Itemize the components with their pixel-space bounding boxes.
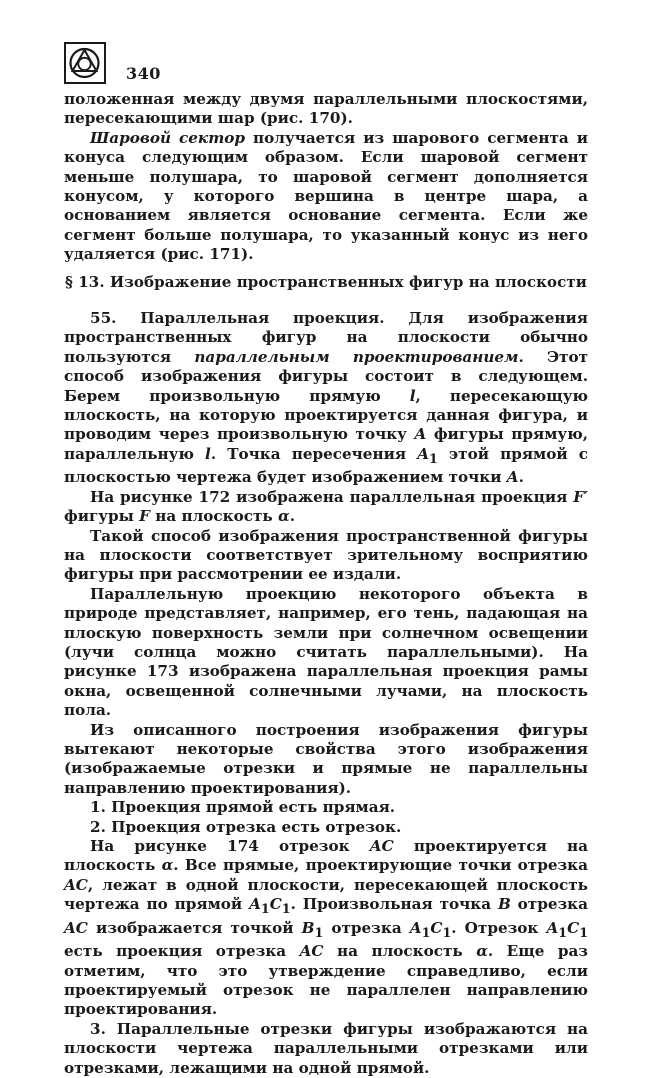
subscript: 1 — [428, 450, 438, 466]
text: . Произвольная точка — [290, 895, 498, 914]
text: этой прямой с плоскостью чертежа будет изображением точки — [64, 444, 588, 487]
symbol-AC: AC — [64, 918, 88, 937]
text: изображается точкой — [87, 918, 302, 937]
text: На рисунке 172 изображена параллельная проекция — [90, 487, 574, 506]
paragraph-figure-172 — [64, 488, 588, 527]
page-header — [64, 42, 594, 88]
symbol-A: A — [409, 918, 422, 937]
symbol-alpha: α — [278, 507, 290, 526]
text: фигуры — [64, 507, 140, 526]
symbol-AC: AC — [64, 875, 88, 894]
page-number: 340 — [126, 64, 161, 83]
paragraph-text: получается из шарового сегмента и конуса следующим образом. Если шаровой сегмент меньше полушара, то шаровой сегмент дополняется конусом, у которого вершина в центре шара, а основанием является основание сегмента. Если же сегмент больше полушара, то указанный конус из него удаляется (рис. 171). — [64, 128, 588, 264]
subscript: 1 — [442, 924, 452, 940]
subscript: 1 — [558, 924, 568, 940]
text: отрезка — [323, 918, 410, 937]
item-heading: 55. Параллельная проекция. — [90, 309, 385, 327]
property-1: 1. Проекция прямой есть прямая. — [90, 798, 396, 817]
section-body — [64, 309, 588, 1078]
subscript: 1 — [281, 901, 291, 917]
symbol-B: B — [497, 895, 511, 914]
text: на плоскость — [149, 507, 279, 526]
text: на плоскость — [323, 942, 477, 961]
subscript: 1 — [579, 924, 589, 940]
paragraph-figure-174 — [64, 837, 588, 1020]
term-parallel-projection: параллельным проектированием. — [194, 347, 524, 366]
symbol-A1: A — [417, 444, 429, 463]
text: . Еще раз отметим, что это утверждение справедливо, если проектируемый отрезок не параллелен направлению проектирования. — [64, 942, 588, 1019]
circle-in-triangle-icon — [64, 42, 106, 84]
symbol-F: F — [139, 507, 150, 526]
intro-text — [64, 90, 588, 265]
symbol-C: C — [430, 918, 443, 937]
property-2: 2. Проекция отрезка есть отрезок. — [90, 817, 402, 836]
symbol-A: A — [414, 425, 427, 444]
symbol-C: C — [269, 895, 282, 914]
symbol-AC: AC — [369, 837, 394, 855]
term-spherical-sector: Шаровой сектор — [90, 128, 246, 147]
text: Этот способ изображения фигуры состоит в следующем. Берем произвольную прямую — [64, 347, 589, 405]
text: отрезка — [510, 895, 588, 914]
paragraph: Параллельную проекцию некоторого объекта в природе представляет, например, его тень, падающая на плоскую поверхность земли при солнечном освещении (лучи солнца можно считать параллельными). На рисунке 173 изображена параллельная проекция рамы окна, освещенной солнечными лучами, на плоскость пола. — [64, 584, 588, 720]
paragraph: Такой способ изображения пространственной фигуры на плоскости соответствует зрительному восприятию фигуры при рассмотрении ее издали. — [64, 526, 588, 584]
symbol-A: A — [249, 895, 261, 914]
symbol-AC: AC — [299, 942, 324, 961]
text: . Все прямые, проектирующие точки отрезка — [173, 856, 588, 875]
section-title: § 13. Изображение пространственных фигур на плоскости — [64, 273, 587, 291]
paragraph-parallel-projection — [64, 309, 588, 488]
text: фигуры прямую, параллельную — [64, 425, 589, 463]
text: . Отрезок — [451, 918, 547, 937]
paragraph: положенная между двумя параллельными плоскостями, пересекающими шар (рис. 170). — [64, 90, 588, 128]
text: . Точка пересечения — [210, 444, 418, 463]
subscript: 1 — [314, 924, 324, 940]
property-3: 3. Параллельные отрезки фигуры изображаются на плоскости чертежа параллельными отрезками или отрезками, лежащими на одной прямой. — [64, 1019, 588, 1077]
symbol-A: A — [546, 918, 559, 937]
subscript: 1 — [421, 924, 431, 940]
text: , пересекающую плоскость, на которую проектируется данная фигура, и проводим через произвольную точку — [64, 386, 588, 444]
symbol-l: l — [409, 386, 416, 405]
symbol-A: A — [506, 468, 519, 487]
text: есть проекция отрезка — [64, 942, 300, 961]
text: На рисунке 174 отрезок — [90, 837, 370, 855]
text: проектируется на плоскость — [64, 837, 588, 875]
paragraph: Из описанного построения изображения фигуры вытекают некоторые свойства этого изображения (изображаемые отрезки и прямые не параллельны направлению проектирования). — [64, 720, 588, 797]
symbol-l: l — [205, 444, 211, 463]
paragraph-spherical-sector — [64, 129, 588, 265]
text: . — [289, 507, 295, 526]
symbol-alpha: α — [161, 856, 174, 875]
text: . — [518, 468, 524, 487]
subscript: 1 — [260, 901, 270, 917]
symbol-C: C — [567, 918, 580, 937]
symbol-B: B — [301, 918, 315, 937]
text: , лежат в одной плоскости, пересекающей плоскость чертежа по прямой — [64, 875, 588, 914]
text: Для изображения пространственных фигур на плоскости обычно пользуются — [64, 309, 588, 366]
symbol-alpha: α — [476, 942, 488, 961]
symbol-F-prime: F′ — [573, 487, 588, 506]
